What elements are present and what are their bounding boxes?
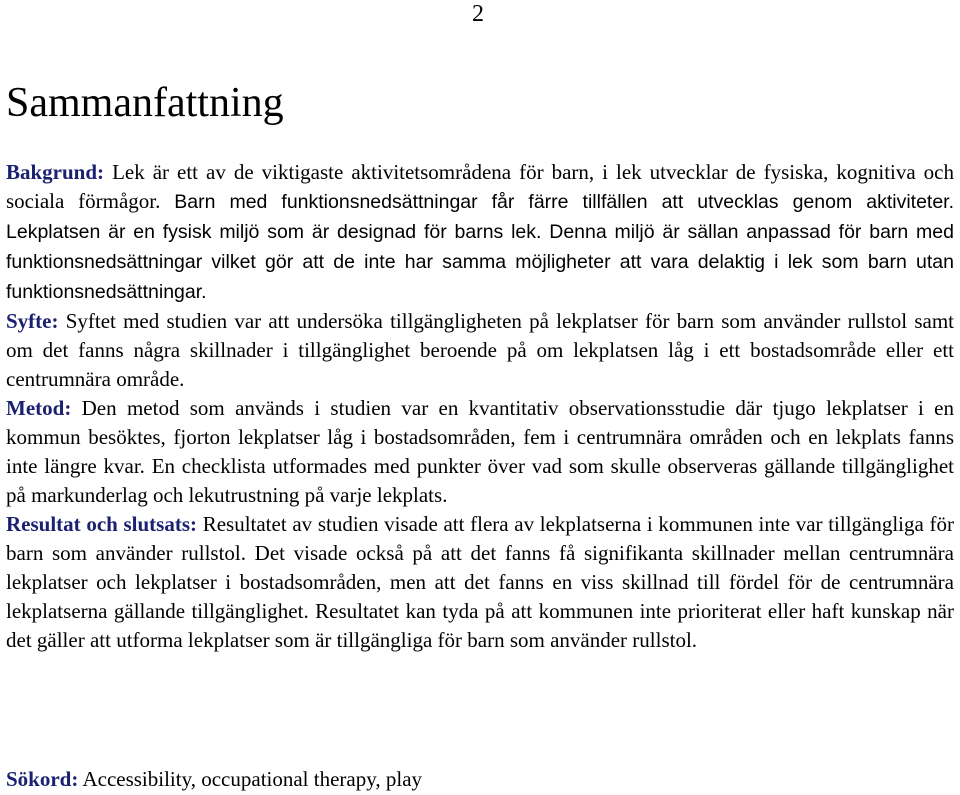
page-title: Sammanfattning xyxy=(6,80,284,126)
background-paragraph xyxy=(6,158,954,307)
method-text: Den metod som används i studien var en kvantitativ observationsstudie där tjugo lekplatser i en kommun besöktes, fjorton lekplatser låg i bostadsområden, fem i centrumnära områden och en lekplats fanns inte längre kvar. En checklista utformades med punkter över vad som skulle observeras gällande tillgänglighet på markunderlag och lekutrustning på varje lekplats. xyxy=(6,396,954,507)
background-label: Bakgrund: xyxy=(6,160,105,184)
results-paragraph xyxy=(6,510,954,655)
keywords-line xyxy=(6,765,422,794)
keywords-label: Sökord: xyxy=(6,767,79,791)
page-number: 2 xyxy=(472,1,484,27)
results-text: Resultatet av studien visade att flera av lekplatserna i kommunen inte var tillgängliga för barn som använder rullstol. Det visade också på att det fanns få signifikanta skillnader mellan centrumnära lekplatser och lekplatser i bostadsområden, men att det fanns en viss skillnad till fördel för de centrumnära lekplatserna gällande tillgänglighet. Resultatet kan tyda på att kommunen inte prioriterat eller haft kunskap när det gäller att utforma lekplatser som är tillgängliga för barn som använder rullstol. xyxy=(6,512,954,652)
method-label: Metod: xyxy=(6,396,72,420)
background-text: Lek är ett av de viktigaste aktivitetsområdena för barn, i lek utvecklar de fysiska, kognitiva och sociala förmågor. xyxy=(6,160,955,213)
results-label: Resultat och slutsats: xyxy=(6,512,198,536)
keywords-text: Accessibility, occupational therapy, play xyxy=(82,767,423,791)
method-paragraph xyxy=(6,394,954,510)
aim-paragraph xyxy=(6,307,954,394)
abstract-body xyxy=(6,158,954,655)
aim-label: Syfte: xyxy=(6,309,59,333)
aim-text: Syftet med studien var att undersöka tillgängligheten på lekplatser för barn som använder rullstol samt om det fanns några skillnader i tillgänglighet beroende på om lekplatsen låg i ett bostadsområde eller ett centrumnära område. xyxy=(6,309,954,391)
background-text-continued: Barn med funktionsnedsättningar får färre tillfällen att utvecklas genom aktiviteter. Lekplatsen är en fysisk miljö som är designad för barns lek. Denna miljö är sällan anpassad för barn med funktionsnedsättningar vilket gör att de inte har samma möjligheter att vara delaktig i lek som barn utan funktionsnedsättningar. xyxy=(6,191,955,303)
